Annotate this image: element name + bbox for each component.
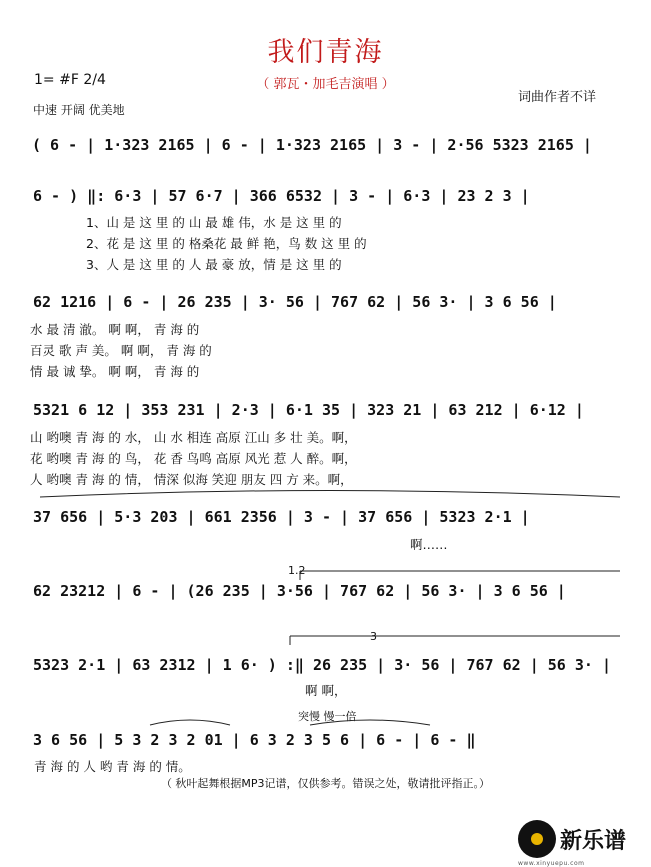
score-row-8: 3 6 56 | 5 3 2 3 2 01 | 6 3 2 3 5 6 | 6 - | 6 - ‖ [33,731,476,749]
lyric-row-3-verse-3: 情 最 诚 挚。 啊 啊， 青 海 的 [30,364,200,379]
ritardando-marking: 突慢 慢一倍 [298,710,357,723]
key-signature: 1= #F 2/4 [34,72,106,88]
lyric-row-4-verse-3: 人 哟噢 青 海 的 情， 情深 似海 笑迎 朋友 四 方 来。啊， [30,472,353,487]
lyric-row-8: 青 海 的 人 哟 青 海 的 情。 [34,759,191,774]
lyric-row-2-verse-2: 2、花 是 这 里 的 格桑花 最 鲜 艳，鸟 数 这 里 的 [86,236,367,251]
score-row-3: 62 1216 | 6 - | 26 235 | 3· 56 | 767 62 | 56 3· | 3 6 56 | [33,293,557,311]
score-row-1: ( 6 - | 1·323 2165 | 6 - | 1·323 2165 | 3 - | 2·56 5323 2165 | [32,136,592,154]
lyric-row-3-verse-1: 水 最 清 澈。 啊 啊， 青 海 的 [30,322,200,337]
footer-note: （ 秋叶起舞根据MP3记谱，仅供参考。错误之处，敬请批评指正。） [160,777,491,790]
volta-marking: 1.2 [288,564,306,577]
lyric-row-4-verse-1: 山 哟噢 青 海 的 水， 山 水 相连 高原 江山 多 壮 美。啊， [30,430,357,445]
score-row-5: 37 656 | 5·3 203 | 661 2356 | 3 - | 37 656 | 5323 2·1 | [33,508,530,526]
lyric-row-5: 啊…… [410,537,448,552]
score-row-7: 5323 2·1 | 63 2312 | 1 6· ) :‖ 26 235 | 3· 56 | 767 62 | 56 3· | [33,656,611,674]
score-row-2: 6 - ) ‖: 6·3 | 57 6·7 | 366 6532 | 3 - | 6·3 | 23 2 3 | [33,187,530,205]
lyric-row-2-verse-3: 3、人 是 这 里 的 人 最 豪 放，情 是 这 里 的 [86,257,342,272]
tempo-marking: 中速 开阔 优美地 [33,103,125,117]
lyric-row-4-verse-2: 花 哟噢 青 海 的 鸟， 花 香 鸟鸣 高原 风光 惹 人 醉。啊， [30,451,357,466]
logo-text: 新乐谱 [560,829,627,854]
lyric-row-3-verse-2: 百灵 歌 声 美。 啊 啊， 青 海 的 [30,343,212,358]
song-title: 我们青海 [267,37,384,68]
score-row-6: 62 23212 | 6 - | (26 235 | 3·56 | 767 62 | 56 3· | 3 6 56 | [33,582,566,600]
logo-url: www.xinyuepu.com [518,860,585,867]
lyric-row-7: 啊 啊， [305,683,347,698]
lyric-row-2-verse-1: 1、山 是 这 里 的 山 最 雄 伟，水 是 这 里 的 [86,215,342,230]
score-row-4: 5321 6 12 | 353 231 | 2·3 | 6·1 35 | 323 21 | 63 212 | 6·12 | [33,401,584,419]
performer-subtitle: （ 郭瓦・加毛吉演唱 ） [256,77,395,92]
credit-text: 词曲作者不详 [518,90,597,105]
volta-3-marking: 3 [370,630,377,643]
